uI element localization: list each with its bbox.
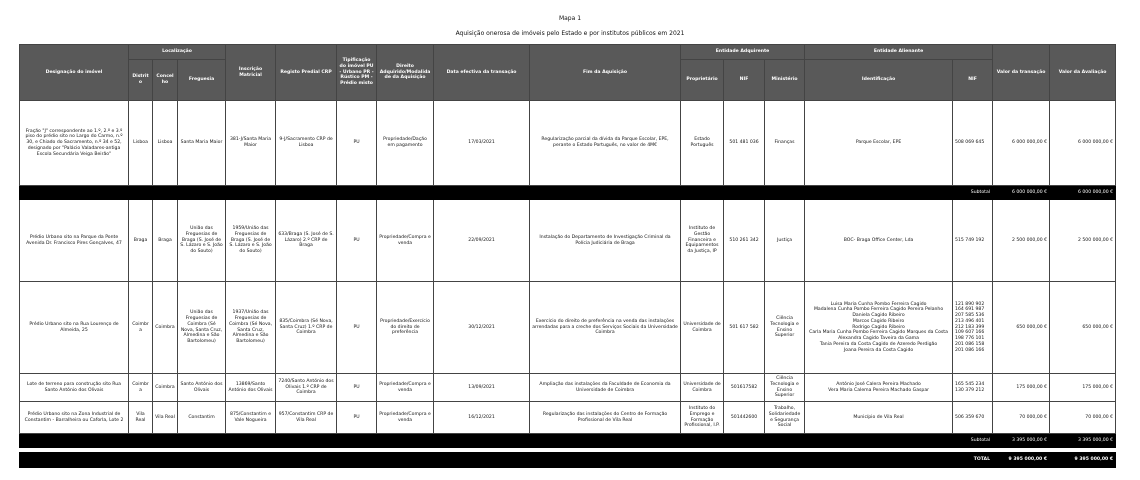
- cell-registo-predial: 633/Braga (S. José de S. Lázaro) 2.º CRP de Braga: [276, 200, 337, 282]
- group-header-entidade-alienante: Entidade Alienante: [805, 45, 993, 60]
- cell-freguesia: União das Freguesias de Coimbra (Sé Nova, Santa Cruz, Almedina e São Bartolomeu): [178, 282, 226, 374]
- cell-freguesia: Santa Maria Maior: [178, 101, 226, 186]
- cell-nif-adquirente: 501 617 582: [724, 282, 765, 374]
- cell-designacao: Fração "J" correspondente ao 1.º, 2.º e 3.º piso do prédio sito no Largo do Carmo, n.º 30, e Chiado do Sacramento, n.º 34 e 52, designado por "Palácio Valadares-antiga Escola Secundária Veiga Beirão": [20, 101, 129, 186]
- cell-valor-avaliacao: 650 000,00 €: [1050, 282, 1116, 374]
- cell-identificacao: [805, 282, 953, 374]
- cell-tipificacao: PU: [337, 101, 377, 186]
- nif-line: 201 086 158: [955, 341, 985, 347]
- cell-valor-transacao: 2 500 000,00 €: [993, 200, 1050, 282]
- header-nif-alienante: NIF: [953, 60, 993, 101]
- cell-tipificacao: PU: [337, 374, 377, 402]
- nif-line: 508 069 645: [955, 140, 985, 146]
- subtotal-valor-transacao: 6 000 000,00 €: [993, 186, 1050, 200]
- nif-line: 121 890 902: [955, 301, 985, 307]
- seller-line: Parque Escolar, EPE: [855, 140, 902, 146]
- seller-line: Marcos Cagido Ribeiro: [852, 318, 905, 324]
- table-row: [20, 374, 1116, 402]
- subtotal-label: Subtotal: [20, 434, 993, 448]
- header-ministerio: Ministério: [765, 60, 805, 101]
- subtotal-valor-avaliacao: 6 000 000,00 €: [1050, 186, 1116, 200]
- nif-line: 164 691 987: [955, 307, 985, 313]
- cell-designacao: Lote de terreno para construção sito Rua Santo António dos Olivais: [20, 374, 129, 402]
- seller-line: BOC- Braga Office Center, Lda: [843, 237, 914, 243]
- page-title: Mapa 1: [558, 15, 582, 22]
- cell-identificacao: [805, 200, 953, 282]
- cell-nif-alienante: [953, 402, 993, 434]
- cell-nif-adquirente: 501617582: [724, 374, 765, 402]
- seller-line: Alexandra Cagido Taveira da Gama: [838, 336, 919, 342]
- cell-ministerio: Ciência Tecnologia e Ensino Superior: [765, 282, 805, 374]
- cell-freguesia: União das Freguesias de Braga (S. José de S. Lázaro e S. João do Souto): [178, 200, 226, 282]
- seller-line: Vera Maria Calema Pereira Machado Gaspar: [828, 387, 930, 393]
- cell-valor-avaliacao: 6 000 000,00 €: [1050, 101, 1116, 186]
- seller-line: Município de Vila Real: [853, 414, 904, 420]
- cell-registo-predial: 9-J/Sacramento CRP de Lisboa: [276, 101, 337, 186]
- header-tipificacao: Tipificação do imóvel PU - Urbano PR - Rústico PM - Prédio misto: [337, 45, 377, 101]
- table-row: [20, 402, 1116, 434]
- cell-designacao: Prédio Urbano sito na Zona Industrial de Constantim - Barralheira ou Caforla, Lote 2: [20, 402, 129, 434]
- nif-line: 198 776 101: [955, 336, 985, 342]
- subtotal-valor-transacao: 3 395 000,00 €: [993, 434, 1050, 448]
- cell-nif-alienante: [953, 374, 993, 402]
- cell-valor-transacao: 175 000,00 €: [993, 374, 1050, 402]
- cell-tipificacao: PU: [337, 402, 377, 434]
- cell-nif-alienante: [953, 101, 993, 186]
- nif-line: 109 607 166: [955, 330, 985, 336]
- cell-inscricao-matricial: 13869/Santo António dos Olivais: [226, 374, 276, 402]
- cell-tipificacao: PU: [337, 200, 377, 282]
- cell-valor-avaliacao: 2 500 000,00 €: [1050, 200, 1116, 282]
- group-header-entidade-adquirente: Entidade Adquirente: [681, 45, 805, 60]
- cell-proprietario: Universidade de Coimbra: [681, 282, 724, 374]
- cell-ministerio: Finanças: [765, 101, 805, 186]
- cell-proprietario: Instituto de Gestão Financeira e Equipamentos da Justiça, IP: [681, 200, 724, 282]
- cell-distrito: Coimbra: [129, 282, 153, 374]
- cell-data-transacao: 22/09/2021: [434, 200, 530, 282]
- subtotal-row: [20, 186, 1116, 200]
- cell-registo-predial: 835/Coimbra (Sé Nova, Santa Cruz) 1.º CRP de Coimbra: [276, 282, 337, 374]
- cell-direito-adquirido: Propriedade/Compra e venda: [377, 374, 434, 402]
- header-nif-adquirente: NIF: [724, 60, 765, 101]
- header-valor-avaliacao: Valor da Avaliação: [1050, 45, 1116, 101]
- nif-line: 130 379 212: [955, 387, 985, 393]
- cell-valor-transacao: 6 000 000,00 €: [993, 101, 1050, 186]
- cell-direito-adquirido: Propriedade/Exercício do direito de preferência: [377, 282, 434, 374]
- cell-direito-adquirido: Propriedade/Compra e venda: [377, 200, 434, 282]
- header-proprietario: Proprietário: [681, 60, 724, 101]
- total-label: TOTAL: [20, 453, 993, 468]
- cell-data-transacao: 13/09/2021: [434, 374, 530, 402]
- header-direito-adquirido: Direito Adquirido/Modalidade da Aquisição: [377, 45, 434, 101]
- page-subtitle: Aquisição onerosa de imóveis pelo Estado e por institutos públicos em 2021: [455, 30, 685, 37]
- table-row: [20, 200, 1116, 282]
- cell-data-transacao: 17/03/2021: [434, 101, 530, 186]
- cell-nif-alienante: [953, 200, 993, 282]
- cell-ministerio: Trabalho, Solidariedade e Segurança Social: [765, 402, 805, 434]
- acquisitions-table: [19, 44, 1116, 468]
- cell-fim-aquisicao: Regularização parcial da dívida da Parque Escolar, EPE, perante o Estado Português, no valor de 4M€: [530, 101, 681, 186]
- header-concelho: Concelho: [153, 60, 178, 101]
- cell-valor-avaliacao: 70 000,00 €: [1050, 402, 1116, 434]
- cell-direito-adquirido: Propriedade/Dação em pagamento: [377, 101, 434, 186]
- cell-proprietario: Estado Português: [681, 101, 724, 186]
- nif-line: 213 496 401: [955, 318, 985, 324]
- cell-distrito: Braga: [129, 200, 153, 282]
- cell-concelho: Vila Real: [153, 402, 178, 434]
- cell-ministerio: Ciência Tecnologia e Ensino Superior: [765, 374, 805, 402]
- cell-inscricao-matricial: 1937/União das Freguesias de Coimbra (Sé Nova, Santa Cruz, Almedina e São Bartolomeu): [226, 282, 276, 374]
- cell-concelho: Lisboa: [153, 101, 178, 186]
- cell-designacao: Prédio Urbano sito na Rua Lourenço de Almeida, 25: [20, 282, 129, 374]
- nif-line: 207 585 536: [955, 313, 985, 319]
- seller-line: Tania Pereira da Costa Cagido de Azeredo Perdigão: [819, 341, 938, 347]
- total-valor-transacao: 9 395 000,00 €: [993, 453, 1050, 468]
- cell-concelho: Braga: [153, 200, 178, 282]
- header-freguesia: Freguesia: [178, 60, 226, 101]
- seller-line: Madalena Cunha Pombo Ferreira Cagido Pereira Pelanho: [813, 307, 944, 313]
- header-data-transacao: Data efectiva da transação: [434, 45, 530, 101]
- cell-valor-transacao: 70 000,00 €: [993, 402, 1050, 434]
- cell-proprietario: Instituto do Emprego e Formação Profissional, I.P.: [681, 402, 724, 434]
- cell-nif-alienante: [953, 282, 993, 374]
- header-registo-predial: Registo Predial CRP: [276, 45, 337, 101]
- header-fim-aquisicao: Fim da Aquisição: [530, 45, 681, 101]
- header-distrito: Distrito: [129, 60, 153, 101]
- cell-proprietario: Universidade de Coimbra: [681, 374, 724, 402]
- header-designacao: Designação do imóvel: [20, 45, 129, 101]
- cell-distrito: Coimbra: [129, 374, 153, 402]
- table-row: [20, 282, 1116, 374]
- cell-freguesia: Santo António dos Olivais: [178, 374, 226, 402]
- nif-line: 515 749 192: [955, 237, 985, 243]
- cell-registo-predial: 7240/Santo António dos Olivais 1.º CRP de Coimbra: [276, 374, 337, 402]
- cell-inscricao-matricial: 875/Constantim e Vale Nogueira: [226, 402, 276, 434]
- cell-valor-avaliacao: 175 000,00 €: [1050, 374, 1116, 402]
- cell-data-transacao: 16/12/2021: [434, 402, 530, 434]
- cell-data-transacao: 30/12/2021: [434, 282, 530, 374]
- cell-identificacao: [805, 101, 953, 186]
- cell-identificacao: [805, 402, 953, 434]
- cell-registo-predial: 957/Constantim CRP de Vila Real: [276, 402, 337, 434]
- seller-line: António José Calera Pereira Machado: [836, 381, 921, 387]
- cell-direito-adquirido: Propriedade/Compra e venda: [377, 402, 434, 434]
- header-valor-transacao: Valor da transação: [993, 45, 1050, 101]
- cell-inscricao-matricial: 381-J/Santa Maria Maior: [226, 101, 276, 186]
- subtotal-label: Subtotal: [20, 186, 993, 200]
- seller-line: Rodrigo Cagido Ribeiro: [852, 324, 905, 330]
- cell-concelho: Coimbra: [153, 282, 178, 374]
- cell-fim-aquisicao: Ampliação das instalações da Faculdade de Economia da Universidade de Coimbra: [530, 374, 681, 402]
- cell-identificacao: [805, 374, 953, 402]
- nif-line: 212 183 399: [955, 324, 985, 330]
- cell-ministerio: Justiça: [765, 200, 805, 282]
- subtotal-valor-avaliacao: 3 395 000,00 €: [1050, 434, 1116, 448]
- cell-concelho: Coimbra: [153, 374, 178, 402]
- cell-tipificacao: PU: [337, 282, 377, 374]
- header-identificacao: Identificação: [805, 60, 953, 101]
- seller-line: Luisa Maria Cunha Pombo Ferreira Cagido: [830, 301, 927, 307]
- cell-fim-aquisicao: Instalação do Departamento de Investigação Criminal da Polícia Judiciária de Braga: [530, 200, 681, 282]
- header-inscricao-matricial: Inscrição Matricial: [226, 45, 276, 101]
- nif-line: 201 086 166: [955, 347, 985, 353]
- table-row: [20, 101, 1116, 186]
- nif-line: 506 359 670: [955, 414, 985, 420]
- cell-distrito: Lisboa: [129, 101, 153, 186]
- cell-nif-adquirente: 501442600: [724, 402, 765, 434]
- cell-fim-aquisicao: Exercício do direito de preferência na venda das instalações arrendadas para a creche dos Serviços Sociais da Universidade Coimbra: [530, 282, 681, 374]
- seller-line: Carla Maria Cunha Pombo Ferreira Cagido Marques da Costa: [809, 330, 948, 336]
- cell-valor-transacao: 650 000,00 €: [993, 282, 1050, 374]
- subtotal-row: [20, 434, 1116, 448]
- cell-freguesia: Constantim: [178, 402, 226, 434]
- seller-line: Joana Pereira da Costa Cagido: [843, 347, 914, 353]
- cell-distrito: Vila Real: [129, 402, 153, 434]
- total-valor-avaliacao: 9 395 000,00 €: [1050, 453, 1116, 468]
- nif-line: 165 545 234: [955, 381, 985, 387]
- cell-nif-adquirente: 510 261 342: [724, 200, 765, 282]
- group-header-localizacao: Localização: [129, 45, 226, 60]
- cell-designacao: Prédio Urbano sito na Parque da Ponte Avenida Dr. Francisco Pires Gonçalves, 47: [20, 200, 129, 282]
- cell-fim-aquisicao: Regularização das instalações do Centro de Formação Profissional de Vila Real: [530, 402, 681, 434]
- total-row: [20, 453, 1116, 468]
- cell-inscricao-matricial: 1959/União das Freguesias de Braga (S. José de S. Lázaro e S. João do Souto): [226, 200, 276, 282]
- seller-line: Daniela Cagido Ribeiro: [852, 313, 905, 319]
- cell-nif-adquirente: 501 481 036: [724, 101, 765, 186]
